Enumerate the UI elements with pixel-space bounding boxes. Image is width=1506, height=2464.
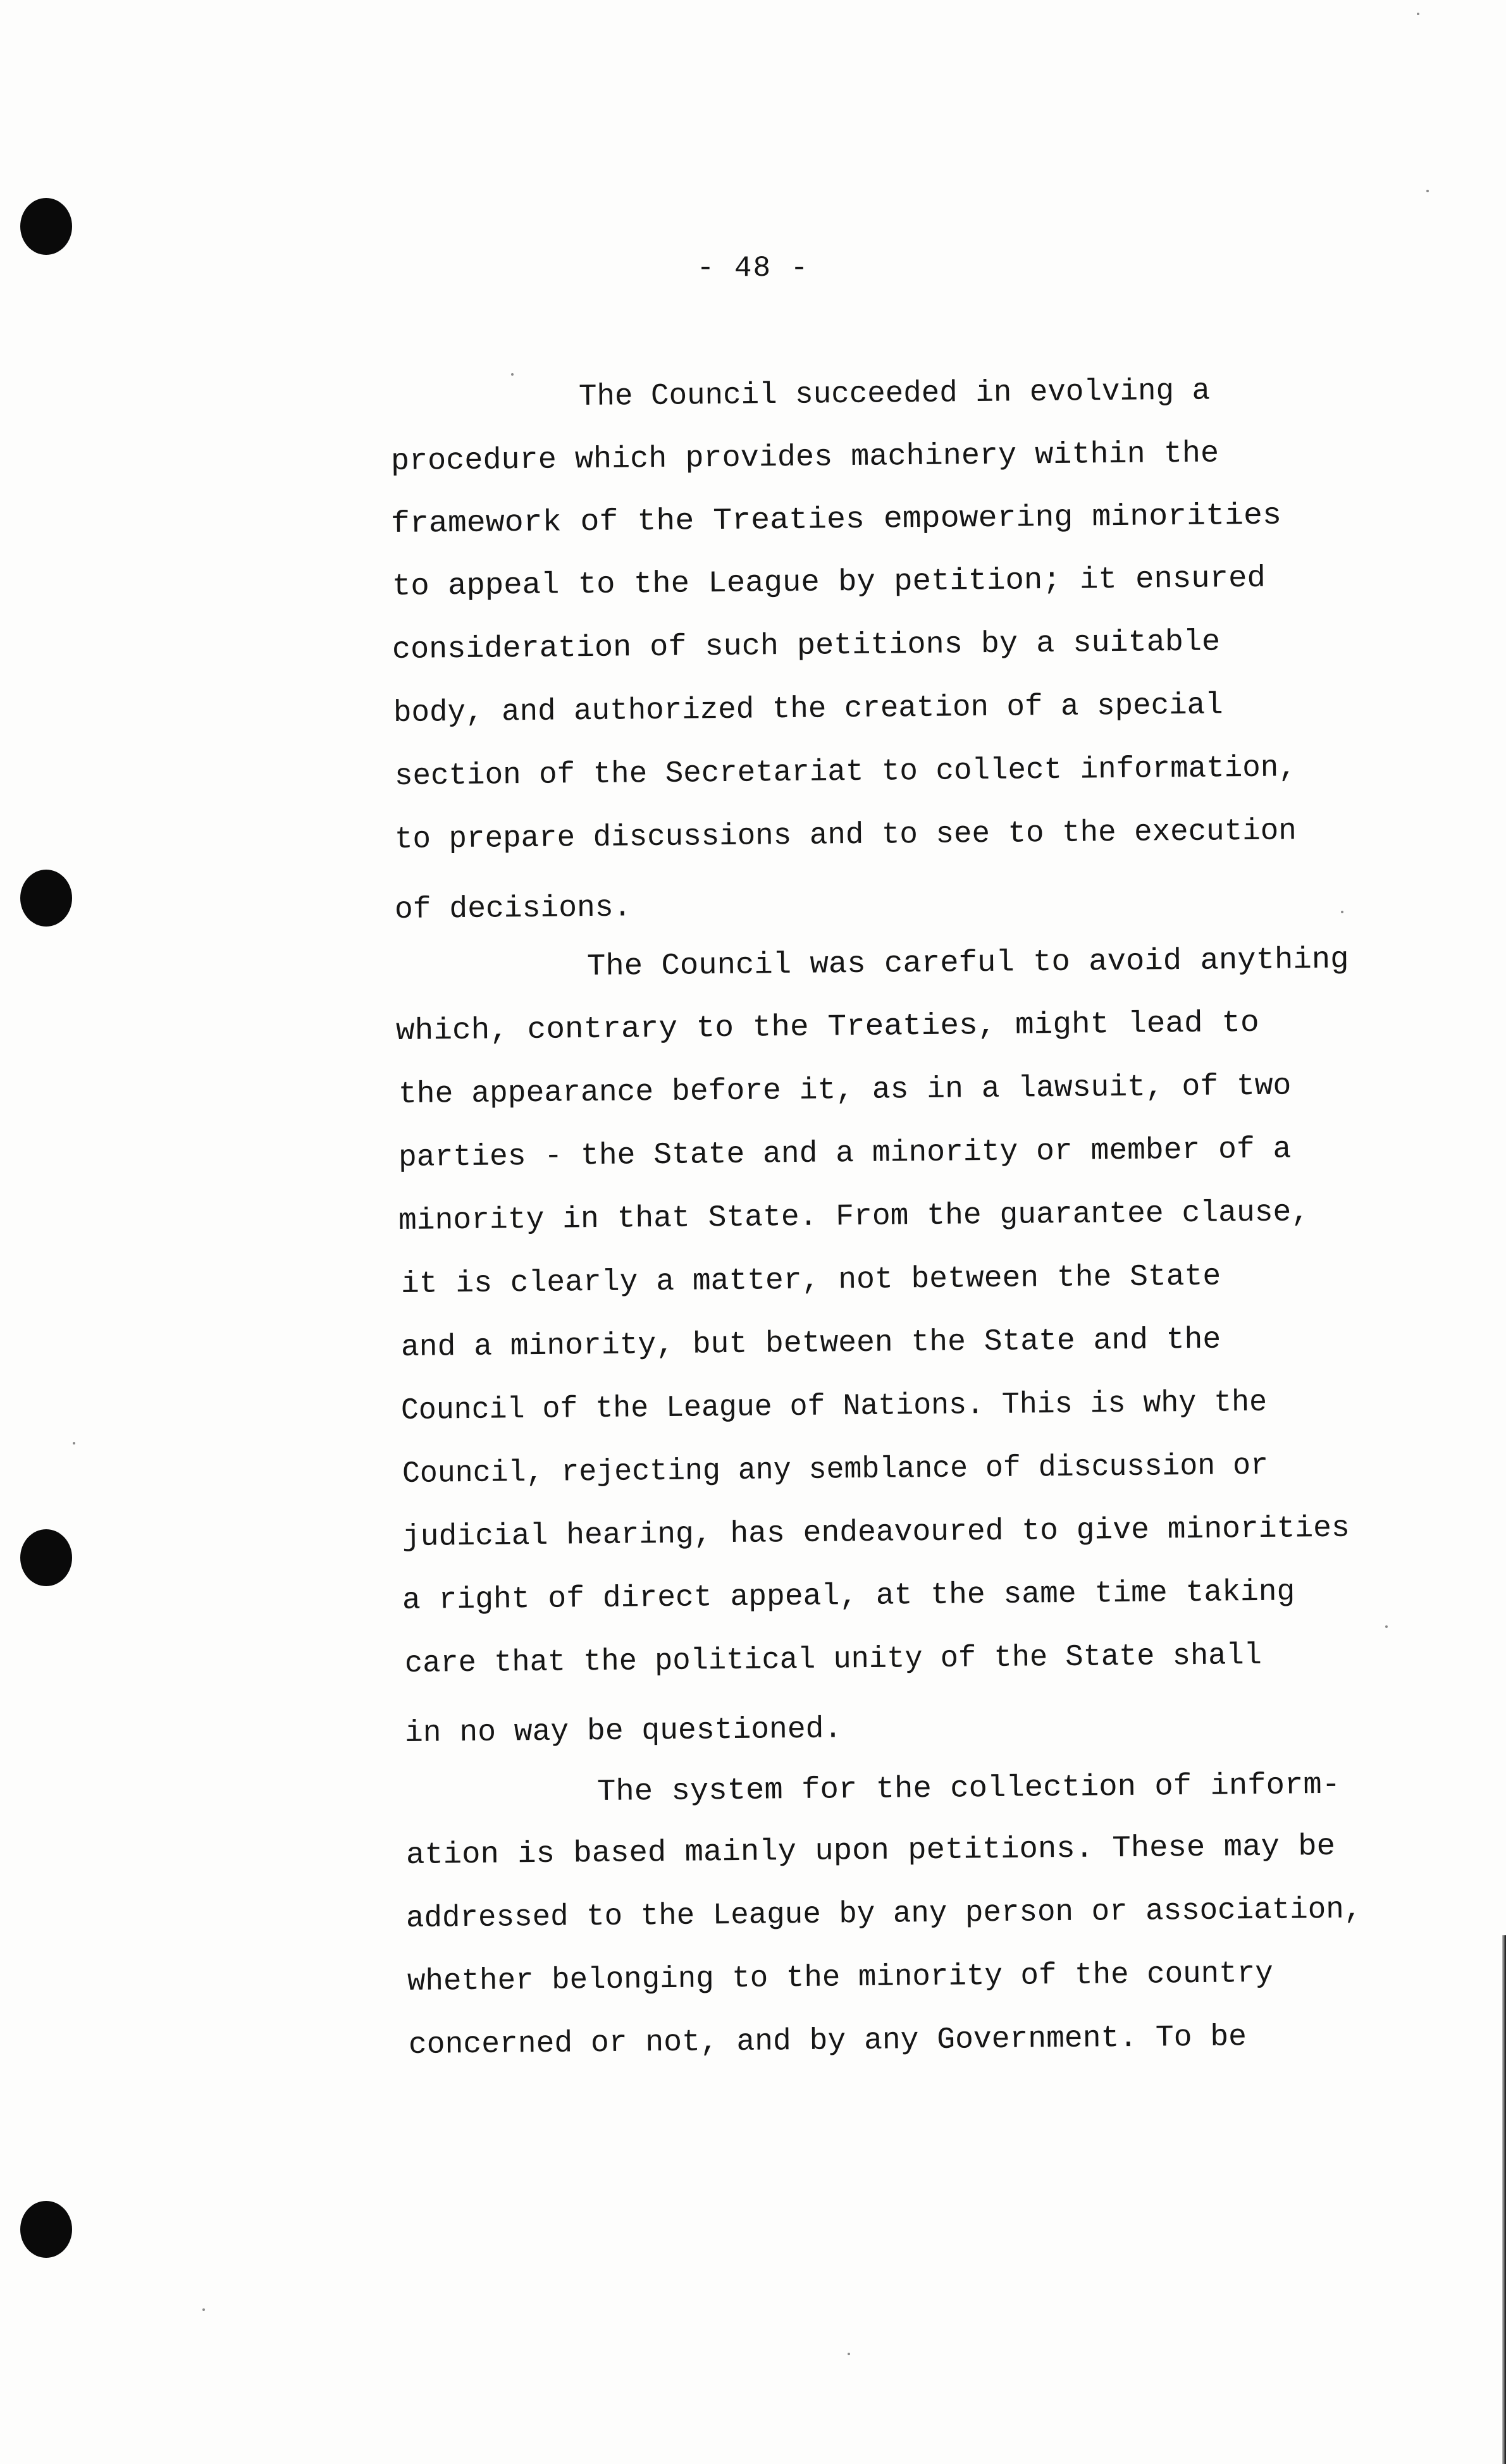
scan-speck [1417,13,1419,15]
text-line-16: and a minority, but between the State and the [400,1322,1221,1365]
text-line-11: which, contrary to the Treaties, might lead to [395,1006,1259,1049]
text-line-8: to prepare discussions and to see to the execution [394,814,1297,857]
scan-speck [73,1442,75,1445]
text-line-19: judicial hearing, has endeavoured to give minorities [402,1511,1350,1555]
text-line-5: consideration of such petitions by a suitable [392,625,1221,667]
text-line-3: framework of the Treaties empowering minorities [390,498,1282,541]
scan-speck [202,2308,205,2311]
text-line-20: a right of direct appeal, at the same time taking [402,1575,1295,1618]
text-line-21: care that the political unity of the State shall [404,1638,1262,1681]
text-line-2: procedure which provides machinery within the [390,436,1219,479]
text-line-6: body, and authorized the creation of a special [393,688,1223,730]
text-line-12: the appearance before it, as in a lawsuit, of two [398,1069,1292,1112]
page-edge-shadow [1502,1935,1506,2464]
punch-hole-3 [20,1529,72,1586]
text-line-27: concerned or not, and by any Government. To be [408,2020,1247,2062]
scan-speck [1341,911,1343,913]
scan-speck [511,373,514,376]
scan-speck [848,2353,850,2355]
text-line-22: in no way be questioned. [404,1712,842,1751]
text-line-4: to appeal to the League by petition; it ensured [392,561,1266,604]
text-line-18: Council, rejecting any semblance of discussion or [402,1448,1269,1491]
text-line-14: minority in that State. From the guarantee clause, [398,1195,1310,1238]
text-line-26: whether belonging to the minority of the country [407,1956,1273,1999]
punch-hole-1 [20,198,72,255]
text-line-24: ation is based mainly upon petitions. These may be [405,1829,1336,1873]
punch-hole-4 [20,2201,72,2258]
text-line-7: section of the Secretariat to collect information, [394,751,1297,794]
text-line-1: The Council succeeded in evolving a [578,374,1211,414]
text-line-9: of decisions. [394,890,632,927]
text-line-10: The Council was careful to avoid anything [586,942,1349,984]
text-line-17: Council of the League of Nations. This is why the [400,1385,1268,1428]
scan-speck [1385,1625,1388,1628]
page-number: - 48 - [696,252,810,285]
text-line-13: parties - the State and a minority or member of a [398,1132,1292,1175]
scan-speck [1426,190,1429,192]
punch-hole-2 [20,870,72,927]
text-line-25: addressed to the League by any person or association, [405,1892,1362,1936]
text-line-15: it is clearly a matter, not between the State [400,1259,1221,1302]
text-line-23: The system for the collection of inform- [596,1768,1341,1809]
